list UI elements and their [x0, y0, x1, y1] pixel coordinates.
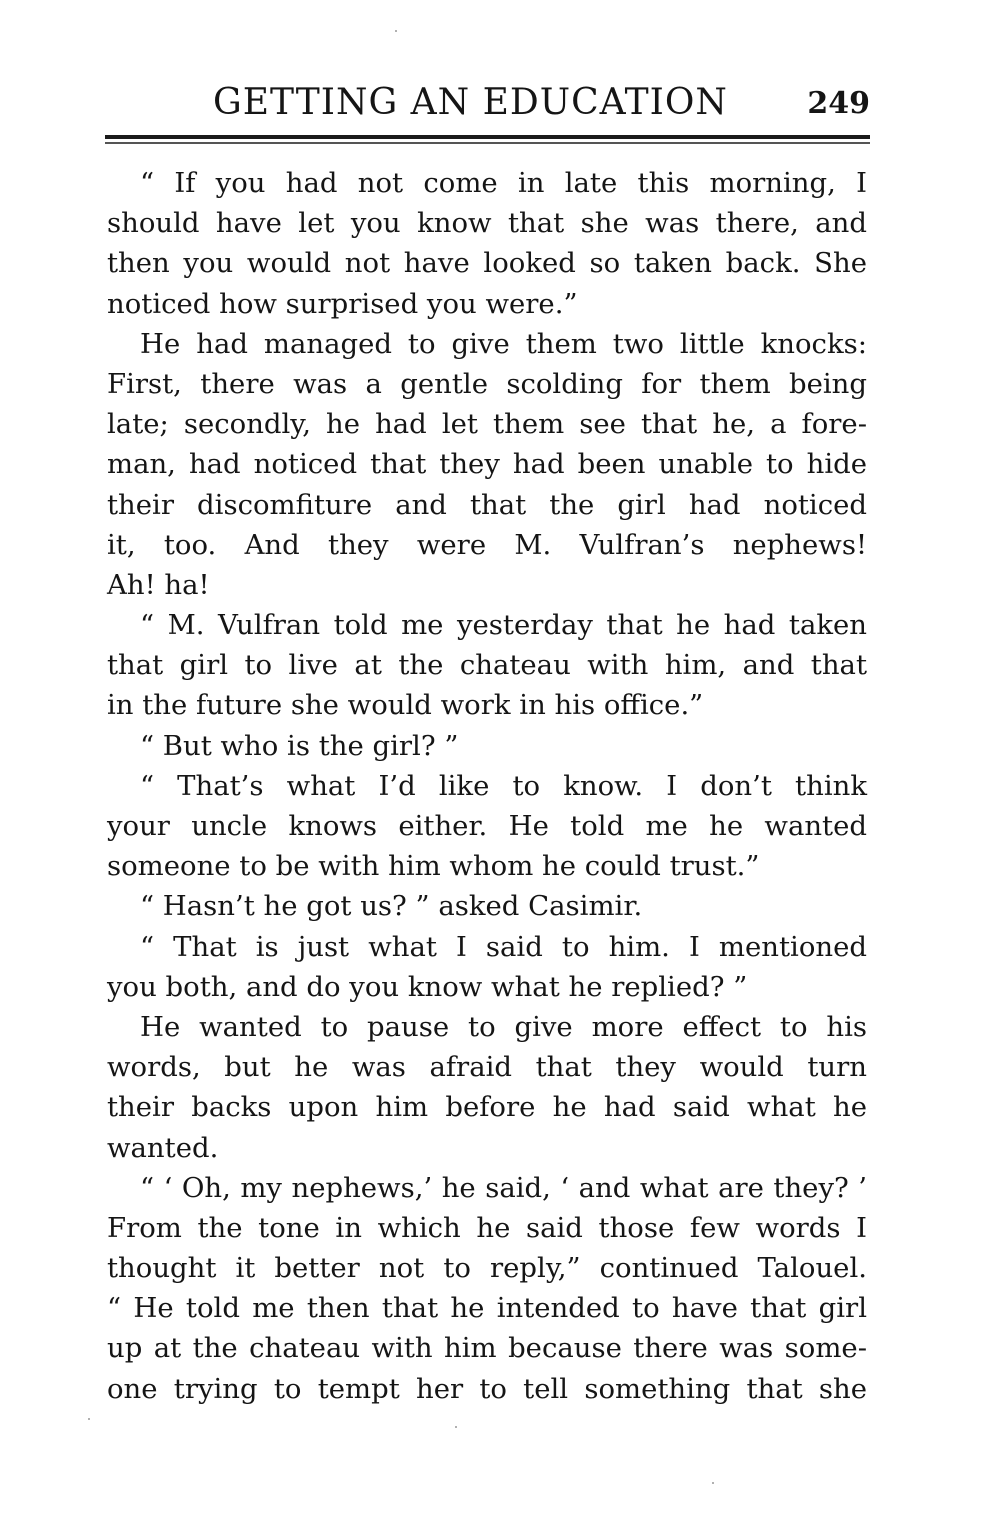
- text-line: He had managed to give them two little knocks:: [140, 327, 867, 360]
- text-line: it, too. And they were M. Vulfran’s nephews!: [107, 528, 867, 561]
- text-line: “ M. Vulfran told me yesterday that he had taken: [140, 609, 867, 642]
- text-line: man, had noticed that they had been unable to hide: [107, 448, 867, 481]
- text-line: your uncle knows either. He told me he wanted: [107, 810, 867, 842]
- running-title: GETTING AN EDUCATION: [213, 82, 728, 123]
- text-line: in the future she would work in his office.”: [107, 689, 704, 722]
- text-line: one trying to tempt her to tell something that she: [107, 1372, 867, 1405]
- text-line: thought it better not to reply,” continued Talouel.: [107, 1252, 867, 1285]
- text-line: words, but he was afraid that they would turn: [107, 1051, 867, 1084]
- paper-speck: [712, 1482, 714, 1484]
- text-line: their discomfiture and that the girl had noticed: [107, 488, 867, 521]
- text-line: First, there was a gentle scolding for them being: [107, 367, 867, 400]
- text-line: “ That is just what I said to him. I mentioned: [140, 930, 867, 963]
- text-line: noticed how surprised you were.”: [107, 287, 578, 320]
- text-line: late; secondly, he had let them see that he, a fore-: [107, 408, 867, 441]
- text-line: “ He told me then that he intended to have that girl: [107, 1292, 867, 1325]
- text-line: From the tone in which he said those few words I: [107, 1211, 867, 1244]
- text-line: someone to be with him whom he could trust.”: [107, 850, 760, 883]
- text-line: “ If you had not come in late this morning, I: [140, 167, 867, 199]
- paper-speck: [455, 1426, 457, 1428]
- text-line: “ But who is the girl? ”: [140, 729, 459, 762]
- text-line: should have let you know that she was there, and: [107, 207, 867, 240]
- body-text: [107, 163, 867, 1409]
- text-line: you both, and do you know what he replied? ”: [107, 970, 748, 1003]
- text-line: their backs upon him before he had said what he: [107, 1091, 867, 1124]
- paper-speck: [88, 1418, 90, 1420]
- text-line: “ Hasn’t he got us? ” asked Casimir.: [140, 890, 643, 923]
- text-line: He wanted to pause to give more effect to his: [140, 1010, 867, 1043]
- text-line: “ ‘ Oh, my nephews,’ he said, ‘ and what are they? ’: [140, 1171, 867, 1204]
- page-number: 249: [807, 86, 870, 121]
- header-rule: [105, 135, 870, 139]
- text-line: then you would not have looked so taken back. She: [107, 247, 867, 280]
- header-rule-thin: [105, 142, 870, 144]
- text-line: “ That’s what I’d like to know. I don’t think: [140, 769, 867, 802]
- text-line: Ah! ha!: [107, 568, 210, 601]
- text-line: up at the chateau with him because there was some-: [107, 1332, 867, 1365]
- text-line: wanted.: [107, 1131, 219, 1164]
- text-line: that girl to live at the chateau with him, and that: [107, 649, 867, 682]
- running-head: [105, 82, 870, 132]
- paper-speck: [395, 30, 397, 32]
